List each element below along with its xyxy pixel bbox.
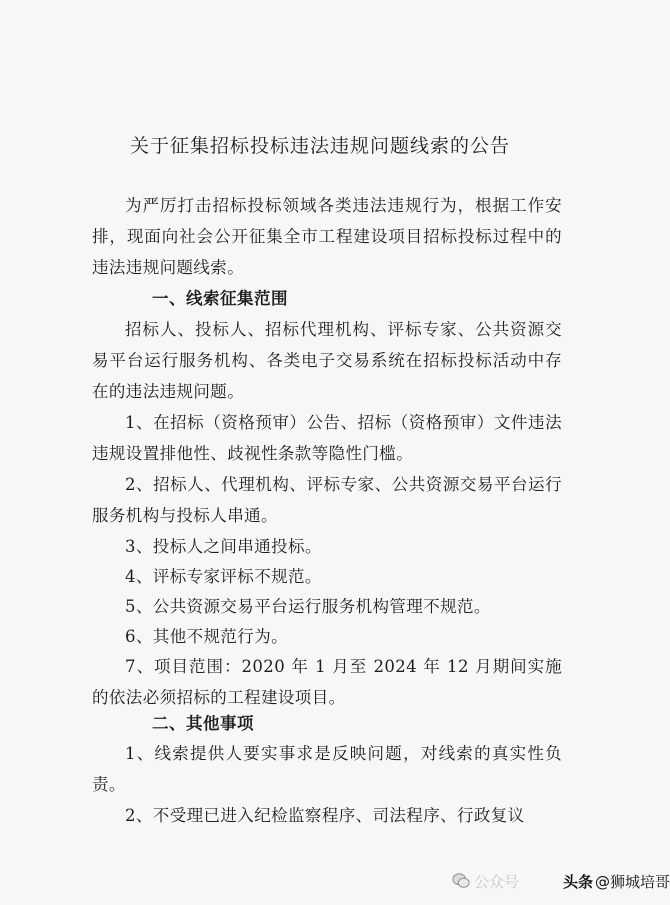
section1-item-5: 5、公共资源交易平台运行服务机构管理不规范。 xyxy=(125,597,491,616)
wechat-icon xyxy=(452,872,470,890)
section1-item-4: 4、评标专家评标不规范。 xyxy=(125,567,322,586)
section1-item-1: 1、在招标（资格预审）公告、招标（资格预审）文件违法违规设置排他性、歧视性条款等隐性门槛。 xyxy=(92,413,562,463)
section2-item-1: 1、线索提供人要实事求是反映问题，对线索的真实性负责。 xyxy=(92,744,562,794)
section1-heading: 一、线索征集范围 xyxy=(152,289,288,308)
section1-item-7: 7、项目范围：2020 年 1 月至 2024 年 12 月期间实施的依法必须招标的工程建设项目。 xyxy=(92,657,562,707)
section2-item-2: 2、不受理已进入纪检监察程序、司法程序、行政复议 xyxy=(125,806,525,825)
watermark-toutiao: 头条 xyxy=(563,872,594,891)
watermark-account: @狮城培哥 xyxy=(595,872,670,891)
section1-item-2: 2、招标人、代理机构、评标专家、公共资源交易平台运行服务机构与投标人串通。 xyxy=(92,475,562,525)
intro-paragraph: 为严厉打击招标投标领域各类违法违规行为，根据工作安排，现面向社会公开征集全市工程建设项目招标投标过程中的违法违规问题线索。 xyxy=(92,196,562,277)
section2-heading: 二、其他事项 xyxy=(152,714,254,733)
section1-item-6: 6、其他不规范行为。 xyxy=(125,627,288,646)
section1-item-3: 3、投标人之间串通投标。 xyxy=(125,537,322,556)
watermark xyxy=(452,868,670,894)
watermark-wechat-label: 公众号 xyxy=(474,872,520,891)
document-title: 关于征集招标投标违法违规问题线索的公告 xyxy=(129,135,510,157)
section1-lead: 招标人、投标人、招标代理机构、评标专家、公共资源交易平台运行服务机构、各类电子交易系统在招标投标活动中存在的违法违规问题。 xyxy=(92,320,562,401)
